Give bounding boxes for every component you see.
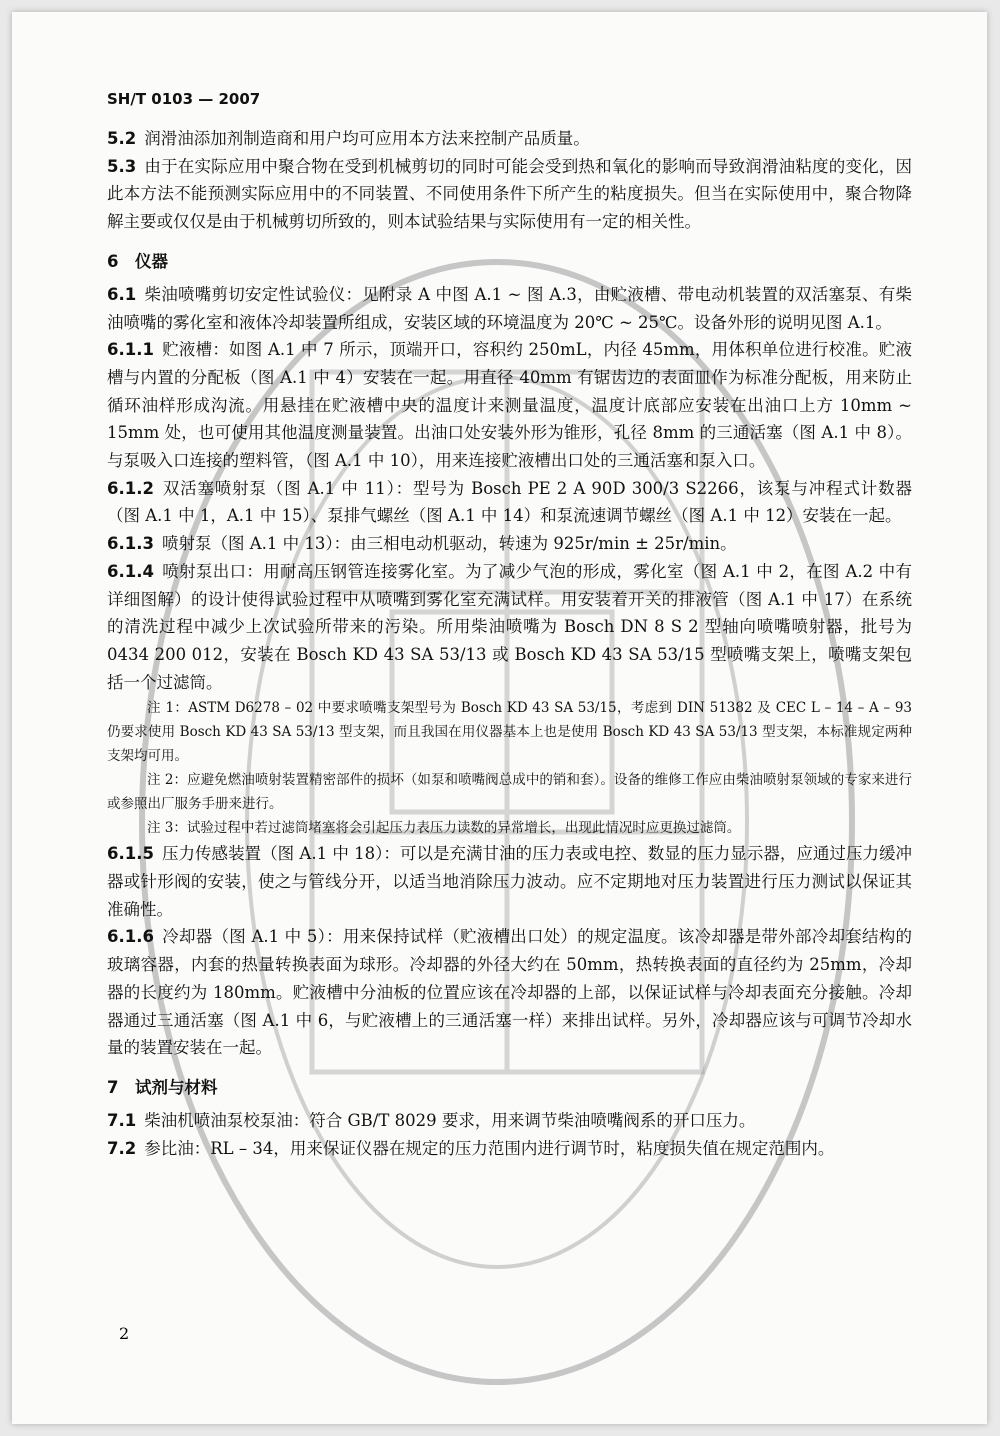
document-header: SH/T 0103 — 2007 xyxy=(107,90,261,108)
clause-7-1: 7.1 柴油机喷油泵校泵油：符合 GB/T 8029 要求，用来调节柴油喷嘴阀系的开口压力。 xyxy=(107,1110,756,1130)
section-6-heading: 6 仪器 xyxy=(107,251,168,271)
section-7-heading: 7 试剂与材料 xyxy=(107,1077,218,1097)
clause-6-1-5: 6.1.5 压力传感装置（图 A.1 中 18）：可以是充满甘油的压力表或电控、数显的压力显示器，应通过压力缓冲器或针形阀的安装，使之与管线分开，以适当地消除压力波动。应不定期地对压力装置进行压力测试以保证其准确性。 xyxy=(107,844,912,919)
clause-7-2: 7.2 参比油：RL – 34，用来保证仪器在规定的压力范围内进行调节时，粘度损失值在规定范围内。 xyxy=(107,1138,835,1158)
page-content xyxy=(107,90,912,1162)
clause-6-1-1: 6.1.1 贮液槽：如图 A.1 中 7 所示，顶端开口，容积约 250mL，内径 45mm，用体积单位进行校准。贮液槽与内置的分配板（图 A.1 中 4）安装在一起。用直径 40mm 有锯齿边的表面皿作为标准分配板，用来防止循环油样形成沟流。用悬挂在贮液槽中央的温度计来测量温度，温度计底部应安装在出油口上方 10mm ~ 15mm 处，也可使用其他温度测量装置。出油口处安装外形为锥形，孔径 8mm 的三通活塞（图 A.1 中 8）。与泵吸入口连接的塑料管，（图 A.1 中 10），用来连接贮液槽出口处的三通活塞和泵入口。 xyxy=(107,340,912,471)
clause-5-3: 5.3 由于在实际应用中聚合物在受到机械剪切的同时可能会受到热和氧化的影响而导致润滑油粘度的变化，因此本方法不能预测实际应用中的不同装置、不同使用条件下所产生的粘度损失。但当在实际使用中，聚合物降解主要或仅仅是由于机械剪切所致的，则本试验结果与实际使用有一定的相关性。 xyxy=(107,156,912,232)
note-2: 注 2：应避免燃油喷射装置精密部件的损坏（如泵和喷嘴阀总成中的销和套）。设备的维修工作应由柴油喷射泵领域的专家来进行或参照出厂服务手册来进行。 xyxy=(107,772,912,813)
note-3: 注 3：试验过程中若过滤筒堵塞将会引起压力表压力读数的异常增长，出现此情况时应更换过滤筒。 xyxy=(147,820,741,837)
clause-6-1-3: 6.1.3 喷射泵（图 A.1 中 13）：由三相电动机驱动，转速为 925r/min ± 25r/min。 xyxy=(107,534,737,554)
clause-5-2: 5.2 润滑油添加剂制造商和用户均可应用本方法来控制产品质量。 xyxy=(107,129,590,148)
page-number: 2 xyxy=(119,1324,130,1343)
clause-6-1-6: 6.1.6 冷却器（图 A.1 中 5）：用来保持试样（贮液槽出口处）的规定温度。该冷却器是带外部冷却套结构的玻璃容器，内套的热量转换表面为球形。冷却器的外径大约在 50mm，热转换表面的直径约为 25mm，冷却器的长度约为 180mm。贮液槽中分油板的位置应该在冷却器的上部，以保证试样与冷却表面充分接触。冷却器通过三通活塞（图 A.1 中 6，与贮液槽上的三通活塞一样）来排出试样。另外，冷却器应该与可调节冷却水量的装置安装在一起。 xyxy=(107,927,912,1058)
clause-6-1: 6.1 柴油喷嘴剪切安定性试验仪：见附录 A 中图 A.1 ~ 图 A.3，由贮液槽、带电动机装置的双活塞泵、有柴油喷嘴的雾化室和液体冷却装置所组成，安装区域的环境温度为 20℃ ~ 25℃。设备外形的说明见图 A.1。 xyxy=(107,284,912,332)
document-page xyxy=(12,12,987,1424)
note-1: 注 1：ASTM D6278 – 02 中要求喷嘴支架型号为 Bosch KD 43 SA 53/15，考虑到 DIN 51382 及 CEC L – 14 – A – 93 仍要求使用 Bosch KD 43 SA 53/13 型支架，而且我国在用仪器基本上也是使用 Bosch KD 43 SA 53/13 型支架，本标准规定两种支架均可用。 xyxy=(107,700,912,765)
clause-6-1-4: 6.1.4 喷射泵出口：用耐高压钢管连接雾化室。为了减少气泡的形成，雾化室（图 A.1 中 2，在图 A.2 中有详细图解）的设计使得试验过程中从喷嘴到雾化室充满试样。用安装着开关的排液管（图 A.1 中 17）在系统的清洗过程中减少上次试验所带来的污染。所用柴油喷嘴为 Bosch DN 8 S 2 型轴向喷嘴喷射器，批号为 0434 200 012，安装在 Bosch KD 43 SA 53/13 或 Bosch KD 43 SA 53/15 型喷嘴支架上，喷嘴支架包括一个过滤筒。 xyxy=(107,561,912,692)
clause-6-1-2: 6.1.2 双活塞喷射泵（图 A.1 中 11）：型号为 Bosch PE 2 A 90D 300/3 S2266，该泵与冲程式计数器（图 A.1 中 1，A.1 中 15）、泵排气螺丝（图 A.1 中 14）和泵流速调节螺丝（图 A.1 中 12）安装在一起。 xyxy=(107,478,912,526)
